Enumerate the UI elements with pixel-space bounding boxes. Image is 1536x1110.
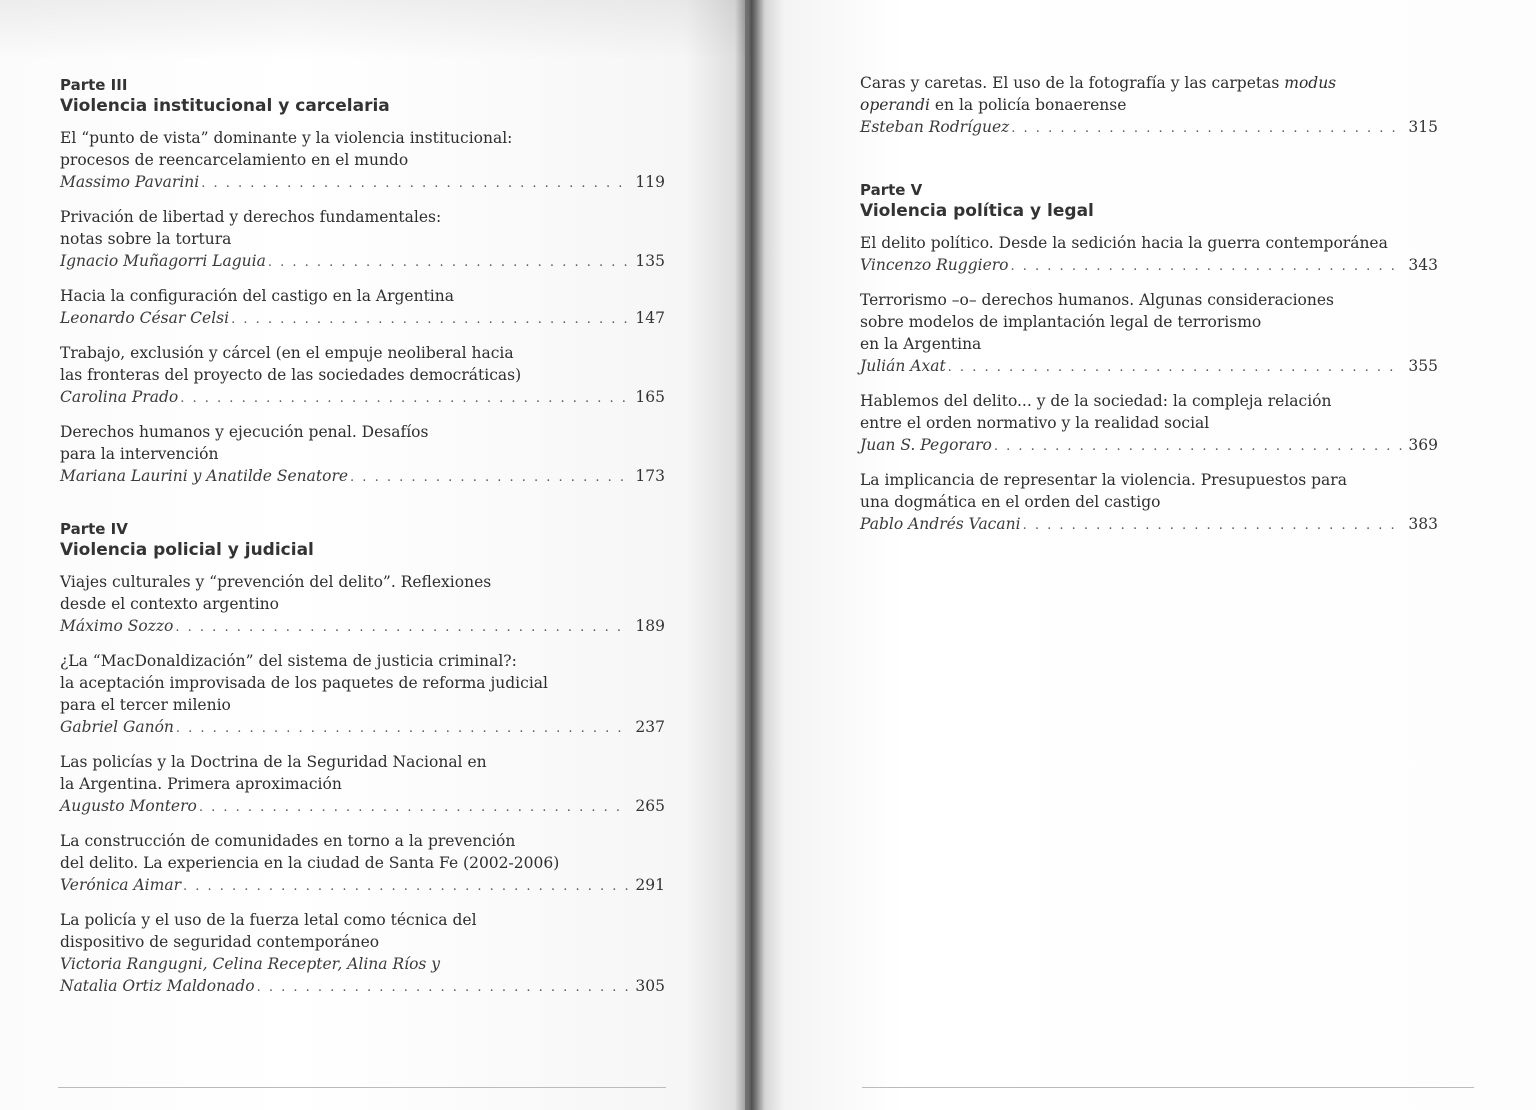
entry-author: Vincenzo Ruggiero xyxy=(860,256,1009,274)
entry-author-line xyxy=(860,513,1438,537)
entry-author-line xyxy=(60,874,665,898)
entry-title-line: la Argentina. Primera aproximación xyxy=(60,775,342,793)
toc-entry[interactable] xyxy=(860,469,1438,537)
left-toc-column xyxy=(60,76,665,1010)
part-spacer xyxy=(60,500,665,520)
page-number: 383 xyxy=(1408,515,1438,533)
leader-dots xyxy=(180,388,629,410)
entry-author-line xyxy=(60,615,665,639)
entry-title-line: Hacia la configuración del castigo en la Argentina xyxy=(60,287,454,305)
entry-title-line: Hablemos del delito... y de la sociedad: la compleja relación xyxy=(860,392,1332,410)
book-gutter xyxy=(735,0,765,1110)
part-heading xyxy=(60,520,665,561)
entry-title-line: del delito. La experiencia en la ciudad de Santa Fe (2002-2006) xyxy=(60,854,560,872)
toc-entry[interactable] xyxy=(60,751,665,819)
entry-title-line xyxy=(860,94,1438,116)
entry-title-line: la aceptación improvisada de los paquetes de reforma judicial xyxy=(60,674,548,692)
entry-author: Leonardo César Celsi xyxy=(60,309,230,327)
toc-entry[interactable] xyxy=(860,289,1438,379)
footer-rule xyxy=(58,1087,666,1088)
entry-author-line xyxy=(860,254,1438,278)
entry-title-line: una dogmática en el orden del castigo xyxy=(860,493,1161,511)
entry-title-line: procesos de reencarcelamiento en el mundo xyxy=(60,151,409,169)
page-number: 369 xyxy=(1408,436,1438,454)
entry-title-italic: modus xyxy=(1284,74,1337,92)
toc-entry[interactable] xyxy=(860,390,1438,458)
entry-title-line: El “punto de vista” dominante y la violencia institucional: xyxy=(60,129,513,147)
page-number: 135 xyxy=(635,252,665,270)
leader-dots xyxy=(175,617,629,639)
entry-title-line: sobre modelos de implantación legal de terrorismo xyxy=(860,313,1262,331)
entry-author-line xyxy=(860,116,1438,140)
toc-entry[interactable] xyxy=(60,421,665,489)
page-number: 237 xyxy=(635,718,665,736)
entry-title-italic: operandi xyxy=(860,96,930,114)
entry-author: Victoria Rangugni, Celina Recepter, Alina Ríos y xyxy=(60,955,441,973)
entry-title-line: Derechos humanos y ejecución penal. Desafíos xyxy=(60,423,429,441)
page-number: 355 xyxy=(1408,357,1438,375)
leader-dots xyxy=(176,718,630,740)
entry-author-line xyxy=(60,975,665,999)
footer-rule xyxy=(862,1087,1474,1088)
entry-author: Verónica Aimar xyxy=(60,876,181,894)
entry-title-line: La implicancia de representar la violencia. Presupuestos para xyxy=(860,471,1347,489)
toc-entry[interactable] xyxy=(60,285,665,331)
entry-author: Augusto Montero xyxy=(60,797,197,815)
left-page xyxy=(0,0,745,1110)
entry-title-line: entre el orden normativo y la realidad social xyxy=(860,414,1210,432)
page-number: 315 xyxy=(1408,118,1438,136)
entry-author: Máximo Sozzo xyxy=(60,617,174,635)
leader-dots xyxy=(201,173,629,195)
page-number: 147 xyxy=(635,309,665,327)
entry-author-line xyxy=(860,434,1438,458)
leader-dots xyxy=(948,357,1403,379)
entry-title-line: El delito político. Desde la sedición hacia la guerra contemporánea xyxy=(860,234,1388,252)
entry-title-line: dispositivo de seguridad contemporáneo xyxy=(60,933,380,951)
page-number: 265 xyxy=(635,797,665,815)
entry-author: Julián Axat xyxy=(860,357,946,375)
leader-dots xyxy=(994,436,1403,458)
toc-entry[interactable] xyxy=(60,830,665,898)
leader-dots xyxy=(231,309,629,331)
entry-title-line: para el tercer milenio xyxy=(60,696,231,714)
entry-author: Esteban Rodríguez xyxy=(860,118,1010,136)
entry-author-line xyxy=(60,716,665,740)
top-shadow xyxy=(0,0,745,60)
entry-author-line xyxy=(60,171,665,195)
part-heading xyxy=(860,181,1438,222)
entry-author: Massimo Pavarini xyxy=(60,173,200,191)
toc-entry[interactable] xyxy=(60,206,665,274)
entry-author-line xyxy=(860,355,1438,379)
entry-title-line: notas sobre la tortura xyxy=(60,230,232,248)
part-title: Violencia institucional y carcelaria xyxy=(60,96,390,116)
entry-title-line: ¿La “MacDonaldización” del sistema de justicia criminal?: xyxy=(60,652,517,670)
leader-dots xyxy=(1011,118,1402,140)
entry-title-line: Viajes culturales y “prevención del delito”. Reflexiones xyxy=(60,573,492,591)
entry-author-line xyxy=(60,307,665,331)
leader-dots xyxy=(350,467,629,489)
entry-title-line: en la Argentina xyxy=(860,335,982,353)
entry-author-line xyxy=(60,386,665,410)
page-number: 119 xyxy=(635,173,665,191)
entry-title-line: desde el contexto argentino xyxy=(60,595,279,613)
toc-entry[interactable] xyxy=(60,342,665,410)
page-number: 343 xyxy=(1408,256,1438,274)
part-number: Parte IV xyxy=(60,520,128,538)
entry-author-line xyxy=(60,250,665,274)
entry-title-text: Caras y caretas. El uso de la fotografía y las carpetas xyxy=(860,74,1285,92)
leader-dots xyxy=(257,977,630,999)
entry-author: Natalia Ortiz Maldonado xyxy=(60,977,255,995)
part-title: Violencia política y legal xyxy=(860,201,1094,221)
entry-title-line: La construcción de comunidades en torno a la prevención xyxy=(60,832,516,850)
part-heading xyxy=(60,76,665,117)
entry-title-line: Privación de libertad y derechos fundamentales: xyxy=(60,208,442,226)
leader-dots xyxy=(268,252,630,274)
entry-author: Juan S. Pegoraro xyxy=(860,436,992,454)
leader-dots xyxy=(1011,256,1403,278)
page-number: 173 xyxy=(635,467,665,485)
toc-entry[interactable] xyxy=(860,72,1438,140)
page-number: 165 xyxy=(635,388,665,406)
part-number: Parte V xyxy=(860,181,923,199)
toc-entry[interactable] xyxy=(60,650,665,740)
entry-title-line: Terrorismo –o– derechos humanos. Algunas consideraciones xyxy=(860,291,1334,309)
toc-entry[interactable] xyxy=(60,909,665,999)
entry-title-line xyxy=(860,72,1438,94)
entry-author-line xyxy=(60,465,665,489)
entry-title-line: Trabajo, exclusión y cárcel (en el empuje neoliberal hacia xyxy=(60,344,514,362)
leader-dots xyxy=(183,876,629,898)
toc-entry[interactable] xyxy=(60,127,665,195)
leader-dots xyxy=(199,797,630,819)
entry-title-line: para la intervención xyxy=(60,445,219,463)
toc-entry[interactable] xyxy=(60,571,665,639)
entry-author: Carolina Prado xyxy=(60,388,179,406)
part-number: Parte III xyxy=(60,76,128,94)
page-number: 305 xyxy=(635,977,665,995)
part-spacer xyxy=(860,151,1438,181)
entry-title-line: La policía y el uso de la fuerza letal como técnica del xyxy=(60,911,477,929)
entry-author: Mariana Laurini y Anatilde Senatore xyxy=(60,467,349,485)
entry-author: Ignacio Muñagorri Laguia xyxy=(60,252,266,270)
page-number: 189 xyxy=(635,617,665,635)
leader-dots xyxy=(1023,515,1403,537)
entry-author: Pablo Andrés Vacani xyxy=(860,515,1021,533)
entry-title-line: Las policías y la Doctrina de la Seguridad Nacional en xyxy=(60,753,487,771)
entry-title-line: las fronteras del proyecto de las sociedades democráticas) xyxy=(60,366,522,384)
page-number: 291 xyxy=(635,876,665,894)
part-title: Violencia policial y judicial xyxy=(60,540,314,560)
entry-author: Gabriel Ganón xyxy=(60,718,174,736)
entry-author-line xyxy=(60,795,665,819)
entry-title-text: en la policía bonaerense xyxy=(929,96,1127,114)
toc-entry[interactable] xyxy=(860,232,1438,278)
right-toc-column xyxy=(860,72,1438,548)
